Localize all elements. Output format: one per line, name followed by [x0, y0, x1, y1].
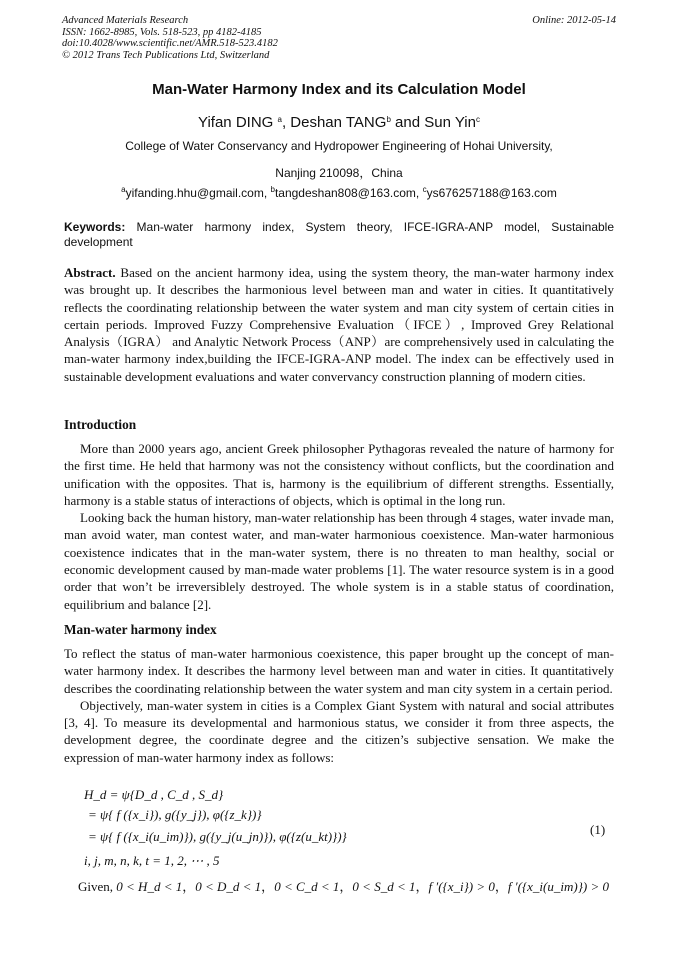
equation-line-3: = ψ{ f ({x_i(u_im)}), g({y_j(u_jn)}), φ({z(u_kt)})} — [88, 829, 347, 844]
given-conditions: Given, 0 < H_d < 1，0 < D_d < 1，0 < C_d < 1，0 < S_d < 1，f ′({x_i}) > 0，f ′({x_i(u_im)}) > 0 — [78, 879, 609, 894]
equation-line-2: = ψ{ f ({x_i}), g({y_j}), φ({z_k})} — [88, 807, 262, 822]
harmony-index-heading: Man-water harmony index — [64, 622, 217, 637]
email-b: tangdeshan808@163.com, — [274, 186, 423, 200]
author-1: Yifan DING — [198, 114, 278, 131]
issn-line: ISSN: 1662-8985, Vols. 518-523, pp 4182-4185 — [62, 26, 262, 38]
doi-line: doi:10.4028/www.scientific.net/AMR.518-523.4182 — [62, 38, 278, 49]
email-line: $^a$yifanding.hhu@gmail.com, $^b$tangdeshan808@163.com, $^c$ys676257188@163.com — [121, 185, 557, 200]
condition-h: 0 < H_d < 1 — [116, 879, 183, 894]
copyright-line: © 2012 Trans Tech Publications Ltd, Switzerland — [62, 49, 270, 61]
journal-header — [62, 15, 616, 61]
journal-name: Advanced Materials Research — [62, 15, 189, 26]
harmony-paragraph-2: Objectively, man-water system in cities is a Complex Giant System with natural and social attributes [3, 4]. To measure its developmental and harmonious status, we consider it from three aspects, the development degree, the coordinate degree and the citizen’s subjective sensation. We make the expression of man-water harmony index as follows: — [64, 697, 614, 765]
harmony-paragraph-1: To reflect the status of man-water harmonious coexistence, this paper brought up the concept of man-water harmony index. It describes the harmony level between man and water in cities. It quantitatively describes the coordinating relationship between the water system and man city system in a certain period. — [64, 646, 614, 696]
condition-f2: f ′({x_i(u_im)}) > 0 — [507, 879, 609, 894]
introduction-body — [64, 440, 614, 613]
intro-paragraph-2: Looking back the human history, man-water relationship has been through 4 stages, water invade man, man avoid water, man contest water, and man-water harmonious coexistence. Man-water harmonious coexistence indicates that in the man-water system, there is no threaten to man healthy, social or economic development caused by man-made water problems [1]. The water resource system is in a good order that won’t be irreversiblely destroyed. The whole system is in a stable status of coordination, equilibrium and balance [2]. — [64, 510, 614, 612]
keywords-label: Keywords: — [64, 220, 126, 234]
equation-line-4: i, j, m, n, k, t = 1, 2, ⋯ , 5 — [84, 853, 220, 868]
author-line — [0, 114, 678, 131]
condition-c: 0 < C_d < 1 — [274, 879, 340, 894]
condition-f1: f ′({x_i}) > 0 — [428, 879, 495, 894]
keywords-text: Man-water harmony index, System theory, IFCE-IGRA-ANP model, Sustainable development — [64, 220, 614, 249]
introduction-heading: Introduction — [64, 417, 137, 432]
paper-title: Man-Water Harmony Index and its Calculation Model — [152, 81, 526, 98]
abstract-label: Abstract. — [64, 265, 116, 280]
affiliation-line-2: Nanjing 210098，China — [275, 166, 403, 180]
condition-s: 0 < S_d < 1 — [352, 879, 416, 894]
email-c: ys676257188@163.com — [426, 186, 557, 200]
abstract-text: Based on the ancient harmony idea, using the system theory, the man-water harmony index was brought up. It describes the harmonious level between man and water in cities. It quantitatively reflects the coordinating relationship between the water system and man city system of certain cities in certain periods. Improved Fuzzy Comprehensive Evaluation（IFCE）, Improved Grey Relational Analysis（IGRA） and Analytic Network Process（ANP）are comprehensively used in calculating the man-water harmony index,building the IFCE-IGRA-ANP model. The index can be effectively used in sustainable development evaluations and water convervancy construction planning of modern cities. — [64, 265, 614, 384]
online-date: Online: 2012-05-14 — [532, 15, 616, 26]
intro-paragraph-1: More than 2000 years ago, ancient Greek philosopher Pythagoras revealed the nature of harmony for the first time. He held that harmony was not the consistency without conflicts, but the coordination and unification with the opposites. That is, harmony is the equilibrium of different strengths. Essentially, harmony is a stable status of interactions of objects, which is optimal in the long run. — [64, 441, 614, 508]
abstract — [64, 264, 614, 385]
author-3-mark: c — [475, 115, 480, 124]
equation-number: (1) — [590, 822, 606, 837]
condition-d: 0 < D_d < 1 — [195, 879, 262, 894]
author-3: and Sun Yin — [390, 114, 476, 131]
author-2-mark: b — [386, 115, 391, 124]
harmony-index-body — [64, 645, 614, 766]
keywords — [64, 220, 614, 250]
author-1-mark: a — [277, 115, 282, 124]
affiliation-line-1: College of Water Conservancy and Hydropower Engineering of Hohai University, — [125, 139, 553, 153]
equation-line-1: H_d = ψ{D_d , C_d , S_d} — [84, 787, 224, 802]
email-a: yifanding.hhu@gmail.com, — [125, 186, 271, 200]
author-2: , Deshan TANG — [281, 114, 387, 131]
